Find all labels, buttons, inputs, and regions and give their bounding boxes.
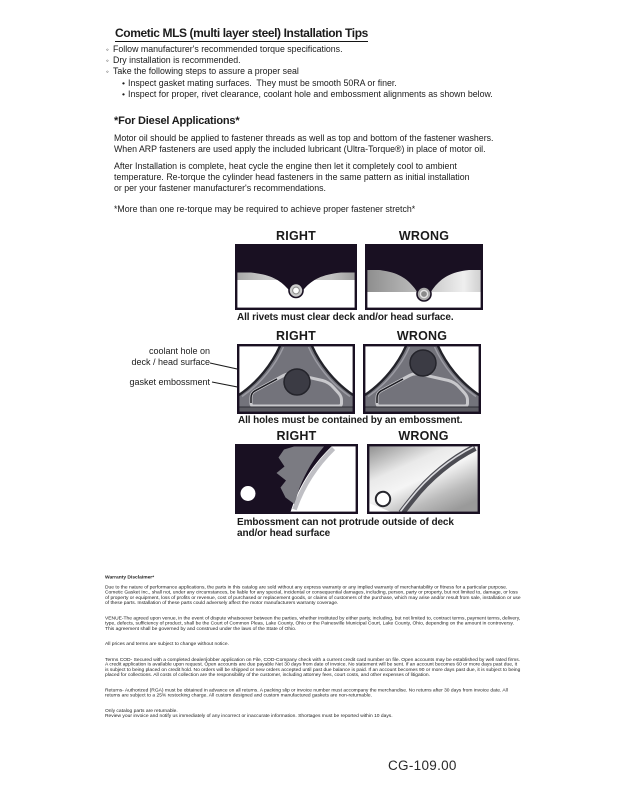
wrong-label: WRONG	[398, 429, 449, 443]
figure-labels	[235, 230, 483, 243]
embossment-right-diagram	[235, 444, 358, 514]
rivet-wrong-diagram	[365, 244, 483, 310]
disclaimer-warranty-paragraph: Due to the nature of performance applications, the parts in this catalog are sold without any express warranty or any implied warranty of merchantability or fitness for a particular purpose. Cometic Gasket Inc., shall not, under any circumstances, be liable for any special, incidental or consequential damages, including, person, party or property, but not limited to, damage, or loss of property or equipment, loss of profits or revenue, cost of purchased or replacement goods, or claims of customers of the purchase, which may arise and/or result from sale, installation or use of these parts. Installation of these parts could adversely affect the motor manufacturers warranty coverage.	[105, 584, 521, 606]
wrong-label: WRONG	[398, 229, 450, 243]
tip-item	[106, 66, 493, 77]
figure-coolant-holes	[237, 330, 481, 414]
page-number: CG-109.00	[388, 758, 457, 773]
tip-subitem	[122, 78, 493, 89]
figure-labels	[235, 430, 480, 443]
tip-text: Inspect gasket mating surfaces. They must be smooth 50RA or finer.	[128, 77, 397, 88]
disclaimer-terms-paragraph: Terms COD- Secured with a completed dealer/jobber application on File, COD-Company check with a current credit card number on file. Open accounts may be established by well rated firms. A credit application is available upon request. Open accounts are due payable Net 30 days from date of invoice. No statement will be sent. If an account becomes 60 or more days past due, it is subject to being placed on credit hold. No orders will be shipped or new orders accepted until past due balance is paid. If an account becomes 90 or more days past due, it is subject to being placed for collections. All costs of collection are the responsibility of the customer, including attorney fees, court costs, and other expenses of litigation.	[105, 656, 521, 678]
dot-bullet-icon: •	[122, 77, 125, 88]
circle-bullet-icon: ◦	[106, 45, 109, 54]
retorque-note: *More than one re-torque may be required to achieve proper fastener stretch*	[114, 204, 416, 214]
right-label: RIGHT	[276, 329, 316, 343]
disclaimer-prices-paragraph: All prices and terms are subject to change without notice.	[105, 641, 229, 647]
disclaimer-heading: Warranty Disclaimer*	[105, 574, 155, 580]
tip-text: Follow manufacturer's recommended torque specifications.	[113, 44, 343, 54]
disclaimer-catalog-paragraph: Only catalog parts are returnable. Review your invoice and notify us immediately of any incorrect or inaccurate information. Shortages must be reported within 10 days.	[105, 708, 393, 719]
gasket-embossment-annotation: gasket embossment	[129, 377, 210, 387]
rivet-right-diagram	[235, 244, 357, 310]
circle-bullet-icon: ◦	[106, 56, 109, 66]
tips-list	[106, 44, 493, 100]
coolant-wrong-diagram	[363, 344, 481, 414]
right-label: RIGHT	[276, 429, 317, 443]
figure2-caption: All holes must be contained by an embossment.	[238, 415, 463, 426]
embossment-wrong-diagram	[367, 444, 480, 514]
figure-rivet-clearance	[235, 230, 483, 310]
coolant-hole-annotation: coolant hole on deck / head surface	[131, 346, 210, 367]
coolant-right-diagram	[237, 344, 355, 414]
diesel-paragraph-2: After Installation is complete, heat cycle the engine then let it completely cool to ambient temperature. Re-torque the cylinder head fasteners in the same pattern as initial installation or per your fastener manufacturer's recommendations.	[114, 161, 470, 194]
disclaimer-venue-paragraph: VENUE-The agreed upon venue, in the event of dispute whatsoever between the parties, whether instituted by either party, including, but not limited to, contract terms, payment terms, delivery, type, defects, sufficiency of product, shall be the Court of Common Pleas, Lake County, Ohio or the Painesville Municipal Court, Lake County, Ohio, depending on the amount in controversy. This agreement shall be governed by and construed under the laws of the State of Ohio.	[105, 615, 521, 632]
wrong-label: WRONG	[396, 329, 448, 343]
tip-item	[106, 44, 493, 55]
right-label: RIGHT	[276, 229, 316, 243]
diesel-applications-heading: *For Diesel Applications*	[114, 115, 240, 127]
circle-bullet-icon: ◦	[106, 67, 109, 77]
diesel-paragraph-1: Motor oil should be applied to fastener threads as well as top and bottom of the fastener washers. When ARP fasteners are used apply the included lubricant (Ultra-Torque®) in place of motor oil.	[114, 133, 494, 155]
tip-text: Take the following steps to assure a proper seal	[113, 66, 299, 77]
tip-subitem	[122, 89, 493, 100]
figure-embossment-protrusion	[235, 430, 480, 514]
figure3-caption: Embossment can not protrude outside of deck and/or head surface	[237, 517, 454, 539]
figure1-caption: All rivets must clear deck and/or head surface.	[237, 312, 454, 323]
disclaimer-returns-paragraph: Returns- Authorized (RGA) must be obtained in advance on all returns. A packing slip or invoice number must accompany the merchandise. No returns after 30 days from invoice date. All returns are subject to a 25% restocking charge. All custom designed and custom manufactured gaskets are non-returnable.	[105, 687, 508, 698]
tip-item	[106, 55, 493, 66]
warranty-disclaimer	[105, 575, 525, 750]
dot-bullet-icon: •	[122, 88, 125, 99]
page-title: Cometic MLS (multi layer steel) Installation Tips	[115, 26, 368, 40]
figure-labels	[237, 330, 481, 343]
tip-text: Inspect for proper, rivet clearance, coolant hole and embossment alignments as shown below.	[128, 88, 493, 99]
tip-text: Dry installation is recommended.	[113, 55, 241, 66]
